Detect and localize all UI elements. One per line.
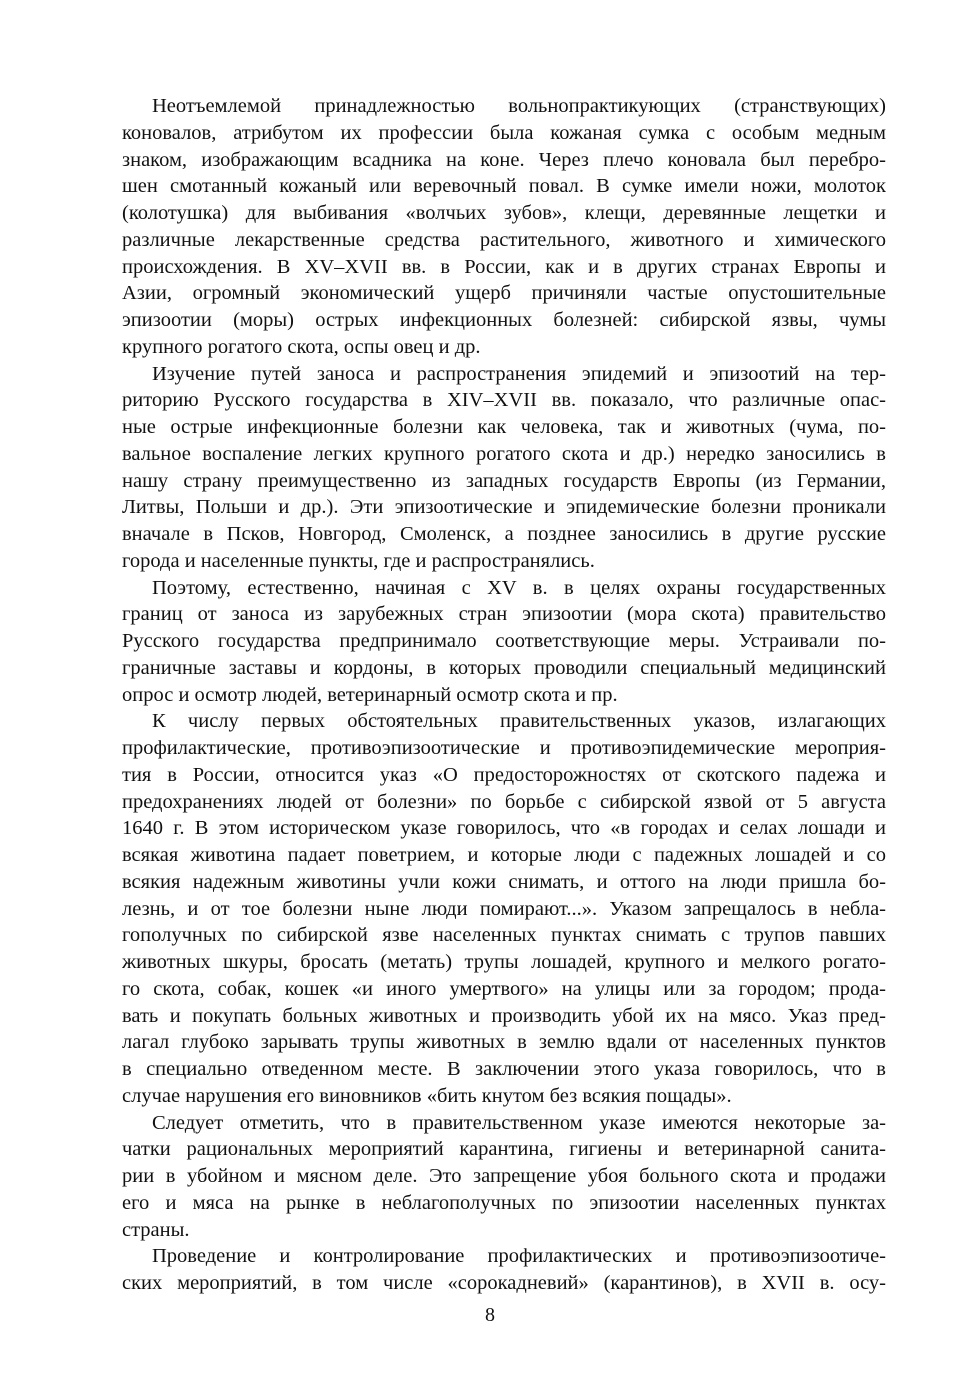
text-line: вальное воспаление легких крупного рогатого скота и др.) нередко заносились в [122,442,886,465]
text-line: 1640 г. В этом историческом указе говорилось, что «в городах и селах лошади и [122,817,886,840]
text-line: Неотъемлемой принадлежностью вольнопрактикующих (странствующих) [152,95,886,117]
text-line: профилактические, противоэпизоотические и противоэпидемические мероприя- [122,737,886,759]
text-line: случае нарушения его виновников «бить кнутом без всякия пощады». [122,1084,732,1107]
text-line: Следует отметить, что в правительственном указе имеются некоторые за- [152,1111,886,1134]
text-line: страны. [122,1218,190,1241]
text-line: лезнь, и от тое болезни ныне люди помирают...». Указом запрещалось в небла- [122,897,886,920]
text-line: (колотушка) для выбивания «волчьих зубов», клещи, деревянные лещетки и [122,202,886,224]
text-line: Русского государства предпринимало соответствующие меры. Устраивали по- [122,630,886,652]
text-line: происхождения. В XV–XVII вв. в России, как и в других странах Европы и [122,255,886,278]
text-line: Азии, огромный экономический ущерб причиняли частые опустошительные [122,282,886,305]
text-line: коновалов, атрибутом их профессии была кожаная сумка с особым медным [122,121,886,144]
text-line: различные лекарственные средства растительного, животного и химического [122,228,886,251]
text-line: вать и покупать больных животных и производить убой их на мясо. Указ пред- [122,1004,886,1027]
text-line: в специально отведенном месте. В заключении этого указа говорилось, что в [122,1058,886,1080]
page-number: 8 [485,1304,495,1326]
text-line: лагал глубоко зарывать трупы животных в землю вдали от населенных пунктов [122,1031,886,1054]
paragraph [122,361,886,575]
text-line: граничные заставы и кордоны, в которых проводили специальный медицинский [122,656,886,679]
text-line: вначале в Псков, Новгород, Смоленск, а позднее заносились в другие русские [122,523,886,545]
text-line: Поэтому, естественно, начиная с XV в. в целях охраны государственных [152,576,886,599]
text-line: ских мероприятий, в том числе «сорокадневий» (карантинов), в XVII в. осу- [122,1272,886,1294]
text-line: города и населенные пункты, где и распространялись. [122,549,595,572]
page-body [122,93,886,1297]
text-line: эпизоотии (моры) острых инфекционных болезней: сибирской язвы, чумы [122,309,886,331]
paragraph [122,708,886,1109]
text-line: крупного рогатого скота, оспы овец и др. [122,335,481,358]
text-line: всякая животина падает поветрием, и которые люди с падежных лошадей и со [122,844,886,866]
paragraph [122,1243,886,1297]
text-line: Проведение и контролирование профилактических и противоэпизоотиче- [152,1245,886,1268]
text-line: его и мяса на рынке в неблагополучных по эпизоотии населенных пунктах [122,1191,886,1214]
text-line: риторию Русского государства в XIV–XVII вв. показало, что различные опас- [122,389,886,412]
text-line: нашу страну преимущественно из западных государств Европы (из Германии, [122,469,886,492]
paragraph [122,93,886,361]
text-line: Изучение путей заноса и распространения эпидемий и эпизоотий на тер- [152,362,886,385]
text-line: Литвы, Польши и др.). Эти эпизоотические и эпидемические болезни проникали [122,496,886,519]
text-line: гополучных по сибирской язве населенных пунктах снимать с трупов павших [122,924,886,947]
text-line: предохранениях людей от болезни» по борьбе с сибирской язвой от 5 августа [122,790,886,813]
text-line: тия в России, относится указ «О предосторожностях от скотского падежа и [122,763,886,786]
text-line: К числу первых обстоятельных правительственных указов, излагающих [152,710,886,733]
text-line: го скота, собак, кошек «и иного умертвого» на улицы или за городом; прода- [122,977,886,1000]
text-line: шен смотанный кожаный или веревочный повал. В сумке имели ножи, молоток [122,175,886,198]
text-line: ные острые инфекционные болезни как человека, так и животных (чума, по- [122,416,886,438]
text-line: знаком, изображающим всадника на коне. Через плечо коновала был перебро- [122,148,886,171]
text-line: рии в убойном и мясном деле. Это запрещение убоя больного скота и продажи [122,1165,886,1187]
text-line: чатки рациональных мероприятий карантина, гигиены и ветеринарной санита- [122,1138,886,1161]
text-line: всякия надежным животины учли кожи снимать, и оттого на люди пришла бо- [122,870,886,893]
text-line: границ от заноса из зарубежных стран эпизоотии (мора скота) правительство [122,603,886,626]
paragraph [122,575,886,709]
text-line: опрос и осмотр людей, ветеринарный осмотр скота и пр. [122,683,618,706]
text-line: животных шкуры, бросать (метать) трупы лошадей, крупного и мелкого рогато- [122,951,886,973]
paragraph [122,1110,886,1244]
